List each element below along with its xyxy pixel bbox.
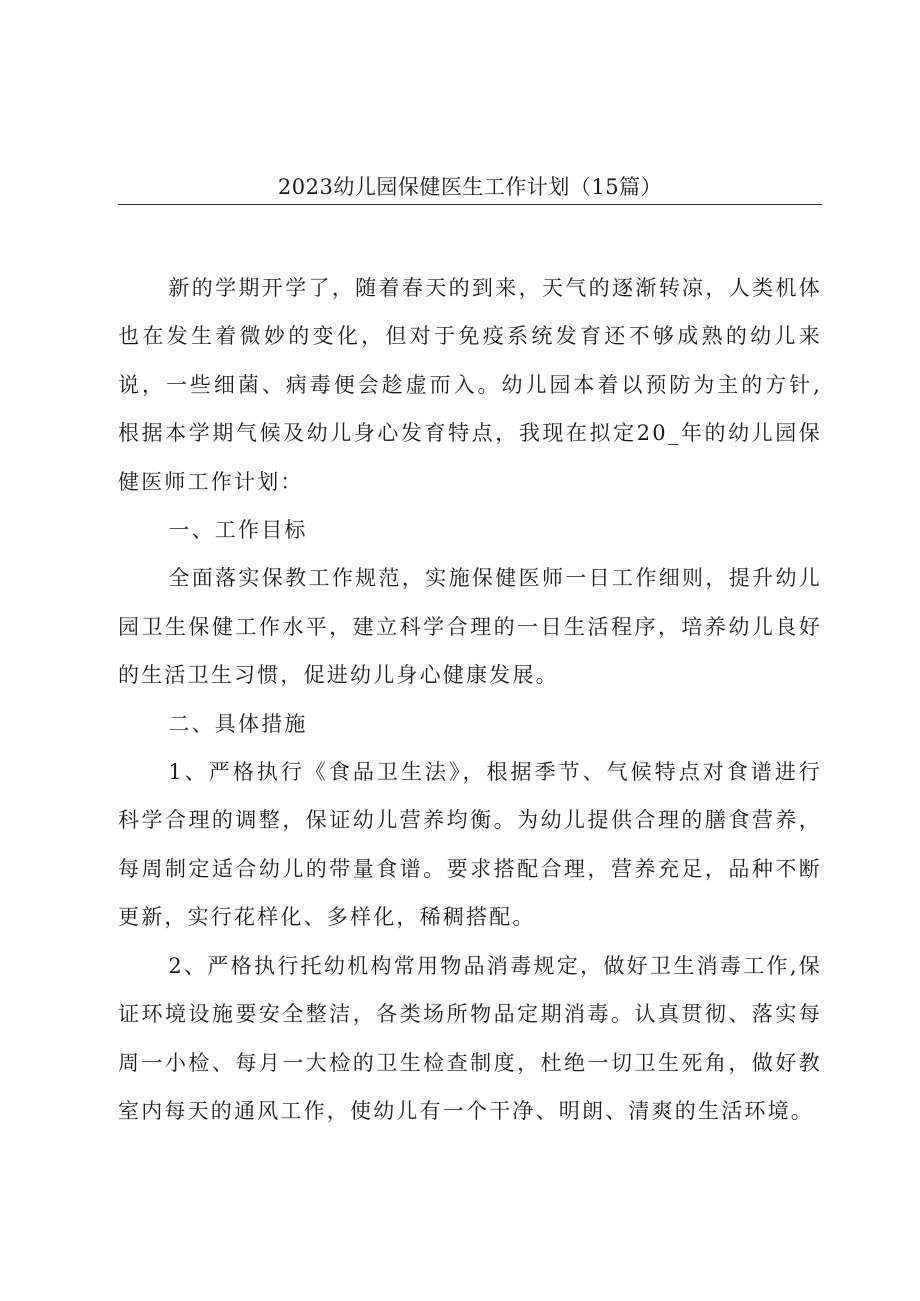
title-underline bbox=[118, 204, 822, 205]
document-body bbox=[118, 264, 822, 1135]
intro-paragraph: 新的学期开学了，随着春天的到来，天气的逐渐转凉，人类机体也在发生着微妙的变化，但对于免疫系统发育还不够成熟的幼儿来说，一些细菌、病毒便会趁虚而入。幼儿园本着以预防为主的方针,根据本学期气候及幼儿身心发育特点，我现在拟定20_年的幼儿园保健医师工作计划： bbox=[118, 276, 822, 494]
section-heading-measures: 二、具体措施 bbox=[168, 711, 308, 736]
section-heading-goals: 一、工作目标 bbox=[168, 518, 308, 543]
document-title: 2023幼儿园保健医生工作计划（15篇） bbox=[277, 175, 663, 199]
goals-paragraph: 全面落实保教工作规范，实施保健医师一日工作细则，提升幼儿园卫生保健工作水平，建立科学合理的一日生活程序，培养幼儿良好的生活卫生习惯，促进幼儿身心健康发展。 bbox=[118, 566, 822, 688]
measure-2-paragraph: 2、严格执行托幼机构常用物品消毒规定，做好卫生消毒工作,保证环境设施要安全整洁，各类场所物品定期消毒。认真贯彻、落实每周一小检、每月一大检的卫生检查制度，杜绝一切卫生死角，做好教室内每天的通风工作，使幼儿有一个干净、明朗、清爽的生活环境。 bbox=[118, 953, 822, 1123]
measure-1-paragraph: 1、严格执行《食品卫生法》，根据季节、气候特点对食谱进行科学合理的调整，保证幼儿营养均衡。为幼儿提供合理的膳食营养，每周制定适合幼儿的带量食谱。要求搭配合理，营养充足，品种不断更新，实行花样化、多样化，稀稠搭配。 bbox=[118, 760, 822, 930]
